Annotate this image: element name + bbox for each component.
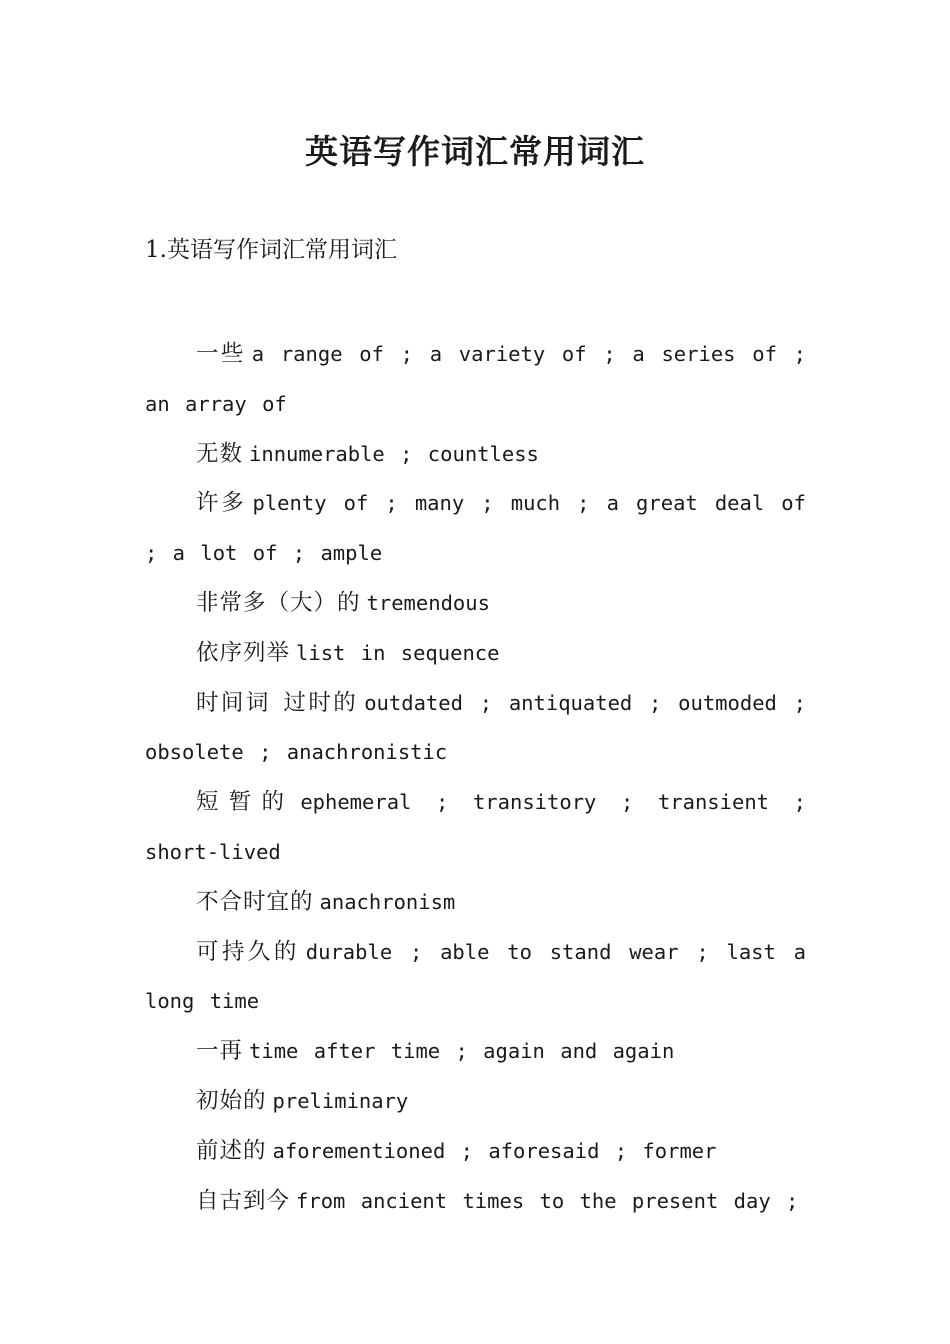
entry-chinese: 初始的 xyxy=(196,1087,267,1114)
vocabulary-entry xyxy=(145,629,806,679)
vocabulary-entry xyxy=(145,330,806,430)
vocabulary-entry xyxy=(145,430,806,480)
entry-english: outdated ; antiquated ; outmoded ; obsolete ; anachronistic xyxy=(145,690,807,765)
entry-chinese: 不合时宜的 xyxy=(196,888,314,915)
entry-english: list in sequence xyxy=(296,640,500,665)
entry-english: from ancient times to the present day ; xyxy=(296,1188,799,1213)
entry-chinese: 前述的 xyxy=(196,1137,267,1164)
vocabulary-entry xyxy=(145,679,806,779)
entry-chinese: 许多 xyxy=(196,490,247,517)
vocabulary-entry xyxy=(145,928,806,1028)
vocabulary-entry xyxy=(145,1077,806,1127)
entry-english: aforementioned ; aforesaid ; former xyxy=(272,1138,717,1163)
section-heading: 1.英语写作词汇常用词汇 xyxy=(145,237,397,263)
entry-english: innumerable ; countless xyxy=(249,441,539,466)
vocabulary-entry xyxy=(145,878,806,928)
entry-chinese: 无数 xyxy=(196,440,244,467)
vocabulary-entry xyxy=(145,1177,806,1227)
entry-english: time after time ; again and again xyxy=(249,1039,675,1064)
vocabulary-entry xyxy=(145,1027,806,1077)
entry-english: tremendous xyxy=(366,590,490,615)
vocabulary-entry xyxy=(145,479,806,579)
entry-chinese: 时间词 过时的 xyxy=(196,689,359,716)
document-title: 英语写作词汇常用词汇 xyxy=(305,132,645,171)
entry-english: a range of ; a variety of ; a series of ; an array of xyxy=(145,342,806,416)
entry-english: durable ; able to stand wear ; last a long time xyxy=(145,939,806,1014)
vocabulary-list xyxy=(145,330,806,1226)
vocabulary-entry xyxy=(145,778,806,878)
entry-chinese: 一再 xyxy=(196,1038,244,1065)
entry-chinese: 一些 xyxy=(196,341,246,367)
entry-english: anachronism xyxy=(319,889,456,914)
vocabulary-entry xyxy=(145,579,806,629)
vocabulary-entry xyxy=(145,1127,806,1177)
entry-english: plenty of ; many ; much ; a great deal of ; a lot of ; ample xyxy=(145,491,806,566)
entry-chinese: 非常多（大）的 xyxy=(196,589,361,616)
entry-english: preliminary xyxy=(272,1088,409,1113)
entry-chinese: 可持久的 xyxy=(196,938,300,965)
entry-english: ephemeral ; transitory ; transient ; short-lived xyxy=(145,790,806,864)
entry-chinese: 依序列举 xyxy=(196,639,291,666)
entry-chinese: 短暂的 xyxy=(196,789,295,816)
entry-chinese: 自古到今 xyxy=(196,1187,291,1214)
